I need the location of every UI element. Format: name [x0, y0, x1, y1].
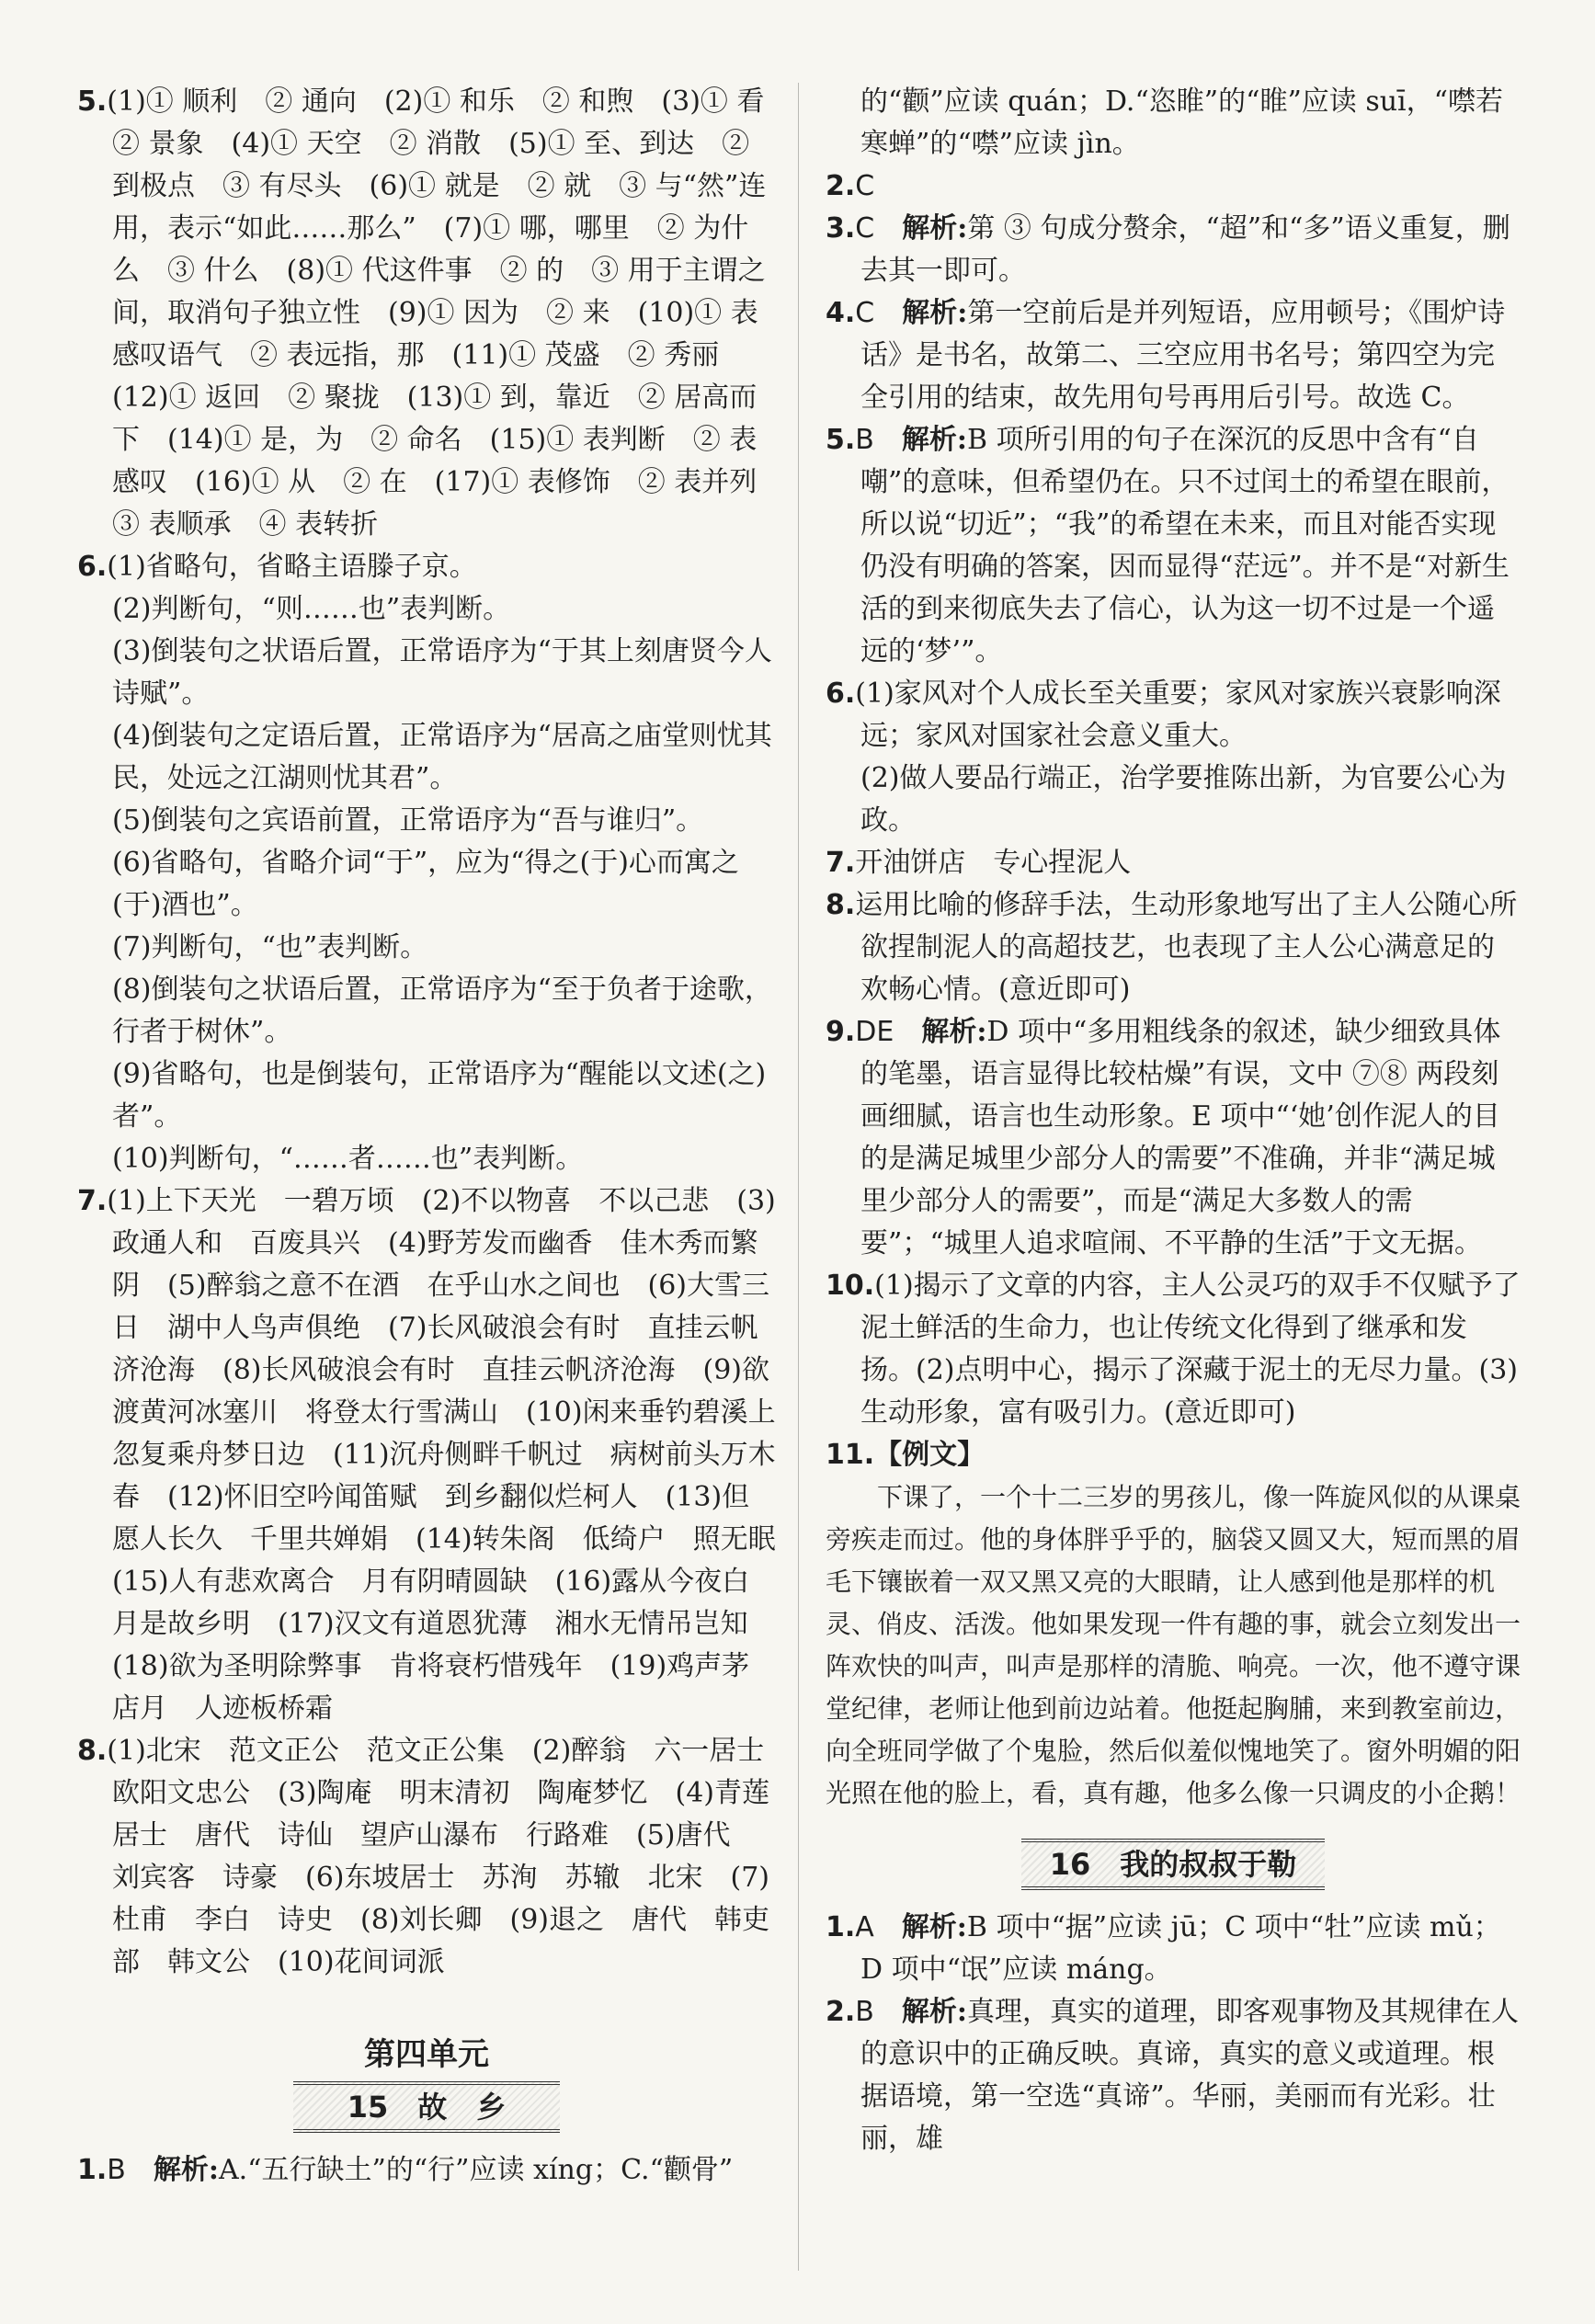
answer-number: 5. — [77, 85, 108, 118]
answer-item — [826, 1265, 1521, 1434]
answer-text: 开油饼店 专心捏泥人 — [855, 847, 1132, 879]
answer-text: B 项所引用的句子在深沉的反思中含有“自嘲”的意味，但希望仍在。只不过闰土的希望在眼前，所以说“切近”；“我”的希望在未来，而且对能否实现仍没有明确的答案，因而显得“茫远”。并不是“对新生活的到来彻底失去了信心，认为这一切不过是一个遥远的‘梦’”。 — [860, 424, 1510, 667]
answer-item — [826, 1434, 1521, 1476]
analysis-label: 解析: — [921, 1016, 987, 1048]
answer-number: 7. — [77, 1185, 108, 1217]
analysis-label: 解析: — [901, 424, 967, 456]
answer-number: 2. — [826, 1996, 856, 2028]
right-column — [826, 81, 1521, 2160]
answer-item — [826, 673, 1521, 758]
answer-item — [826, 165, 1521, 208]
answer-text: 真理，真实的道理，即客观事物及其规律在人的意识中的正确反映。真谛，真实的意义或道理。根据语境，第一空选“真谛”。华丽，美丽而有光彩。壮丽，雄 — [860, 1996, 1519, 2155]
answer-number: 3. — [826, 212, 856, 245]
answer-item — [77, 1730, 792, 1984]
answer-item — [77, 1180, 803, 1730]
answer-text: D 项中“多用粗线条的叙述，缺少细致具体的笔墨，语言显得比较枯燥”有误，文中 ⑦⑧ 两段刻画细腻，语言也生动形象。E 项中“‘她’创作泥人的目的是满足城里少部分人的需要”不准确，并非“满足城里少部分人的需要”，而是“满足大多数人的需要”；“城里人追求喧闹、不平静的生活”于文无据。 — [860, 1016, 1501, 1259]
answer-text: (1)揭示了文章的内容，主人公灵巧的双手不仅赋予了泥土鲜活的生命力，也让传统文化得到了继承和发扬。(2)点明中心，揭示了深藏于泥土的无尽力量。(3)生动形象，富有吸引力。(意近即可) — [860, 1270, 1521, 1429]
answer-choice: C — [855, 170, 875, 202]
answer-number: 2. — [826, 170, 856, 202]
answer-number: 6. — [826, 678, 856, 710]
answer-number: 8. — [77, 1735, 108, 1767]
answer-number: 10. — [826, 1270, 875, 1302]
analysis-label: 解析: — [901, 1996, 967, 2028]
answer-number: 7. — [826, 847, 856, 879]
answer-text: 第 ③ 句成分赘余，“超”和“多”语义重复，删去其一即可。 — [860, 212, 1510, 287]
answer-number: 8. — [826, 889, 856, 921]
answer-item — [77, 546, 776, 588]
answer-text: (1)上下天光 一碧万顷 (2)不以物喜 不以己悲 (3)政通人和 百废具兴 (4)野芳发而幽香 佳木秀而繁阴 (5)醉翁之意不在酒 在乎山水之间也 (6)大雪三日 湖中人鸟声俱绝 (7)长风破浪会有时 直挂云帆济沧海 (8)长风破浪会有时 直挂云帆济沧海 (9)欲渡黄河冰塞川 将登太行雪满山 (10)闲来垂钓碧溪上 忽复乘舟梦日边 (11)沉舟侧畔千帆过 病树前头万木春 (12)怀旧空吟闻笛赋 到乡翻似烂柯人 (13)但愿人长久 千里共婵娟 (14)转朱阁 低绮户 照无眠 (15)人有悲欢离合 月有阴晴圆缺 (16)露从今夜白 月是故乡明 (17)汉文有道恩犹薄 湘水无情吊岂知 (18)欲为圣明除弊事 肯将衰朽惜残年 (19)鸡声茅店月 人迹板桥霜 — [107, 1185, 803, 1725]
lesson-title: 15 故 乡 — [293, 2081, 560, 2133]
answer-number: 1. — [77, 2154, 108, 2186]
answer-item — [826, 884, 1521, 1011]
unit-title: 第四单元 — [364, 2036, 489, 2073]
answer-text: (1)① 顺利 ② 通向 (2)① 和乐 ② 和煦 (3)① 看 ② 景象 (4)① 天空 ② 消散 (5)① 至、到达 ② 到极点 ③ 有尽头 (6)① 就是 ② 就 ③ 与“然”连用，表示“如此……那么” (7)① 哪，哪里 ② 为什么 ③ 什么 (8)① 代这件事 ② 的 ③ 用于主谓之间，取消句子独立性 (9)① 因为 ② 来 (10)① 表感叹语气 ② 表远指，那 (11)① 茂盛 ② 秀丽 (12)① 返回 ② 聚拢 (13)① 到，靠近 ② 居高而下 (14)① 是，为 ② 命名 (15)① 表判断 ② 表感叹 (16)① 从 ② 在 (17)① 表修饰 ② 表并列 ③ 表顺承 ④ 表转折 — [107, 85, 792, 541]
answer-item — [77, 81, 792, 546]
answer-subitem: (4)倒装句之定语后置，正常语序为“居高之庙堂则忧其民，处远之江湖则忧其君”。 — [112, 720, 772, 794]
answer-subitem: (9)省略句，也是倒装句，正常语序为“醒能以文述(之)者”。 — [112, 1058, 767, 1133]
answer-choice: A — [855, 1911, 874, 1943]
answer-subitem: (2)做人要品行端正，治学要推陈出新，为官要公心为政。 — [860, 762, 1507, 837]
answer-choice: B — [107, 2154, 126, 2186]
answer-choice: C — [855, 212, 875, 245]
answer-item — [826, 842, 1521, 884]
answer-subitem: (3)倒装句之状语后置，正常语序为“于其上刻唐贤今人诗赋”。 — [112, 635, 772, 710]
answer-number: 1. — [826, 1911, 856, 1943]
analysis-label: 解析: — [153, 2154, 219, 2186]
answer-item — [826, 1991, 1521, 2160]
answer-text: B 项中“据”应读 jū；C 项中“牡”应读 mǔ；D 项中“氓”应读 máng。 — [860, 1911, 1501, 1986]
answer-subitem: (8)倒装句之状语后置，正常语序为“至于负者于途歌，行者于树休”。 — [112, 974, 772, 1048]
answer-item — [826, 1907, 1521, 1991]
answer-subitem: (5)倒装句之宾语前置，正常语序为“吾与谁归”。 — [112, 804, 704, 837]
answer-choice: C — [855, 297, 875, 329]
answer-choice: DE — [855, 1016, 894, 1048]
answer-item — [826, 1011, 1521, 1265]
answer-text: 运用比喻的修辞手法，生动形象地写出了主人公随心所欲捏制泥人的高超技艺，也表现了主人公心满意足的欢畅心情。(意近即可) — [855, 889, 1518, 1006]
analysis-label: 【例文】 — [874, 1439, 985, 1471]
answer-item — [826, 419, 1521, 673]
answer-number: 11. — [826, 1439, 875, 1471]
answer-subitem: (2)判断句，“则……也”表判断。 — [112, 593, 511, 625]
column-divider — [798, 83, 799, 2271]
analysis-label: 解析: — [901, 1911, 967, 1943]
answer-item — [826, 208, 1521, 292]
left-column — [77, 81, 803, 2192]
answer-subitem: (10)判断句，“……者……也”表判断。 — [112, 1143, 584, 1175]
answer-text: A.“五行缺土”的“行”应读 xíng；C.“颧骨” — [218, 2154, 734, 2186]
lesson-title: 16 我的叔叔于勒 — [1021, 1839, 1325, 1890]
answer-item — [77, 2149, 776, 2192]
analysis-label: 解析: — [902, 212, 968, 245]
answer-text: (1)家风对个人成长至关重要；家风对家族兴衰影响深远；家风对国家社会意义重大。 — [855, 678, 1501, 752]
answer-number: 4. — [826, 297, 856, 329]
answer-text: (1)省略句，省略主语滕子京。 — [107, 551, 477, 583]
answer-number: 9. — [826, 1016, 856, 1048]
answer-subitem: (6)省略句，省略介词“于”，应为“得之(于)心而寓之(于)酒也”。 — [112, 847, 739, 921]
answer-choice: B — [855, 424, 874, 456]
answer-text: (1)北宋 范文正公 范文正公集 (2)醉翁 六一居士 欧阳文忠公 (3)陶庵 明末清初 陶庵梦忆 (4)青莲居士 唐代 诗仙 望庐山瀑布 行路难 (5)唐代 刘宾客 诗豪 (6)东坡居士 苏洵 苏辙 北宋 (7)杜甫 李白 诗史 (8)刘长卿 (9)退之 唐代 韩吏部 韩文公 (10)花间词派 — [107, 1735, 792, 1978]
example-essay: 下课了，一个十二三岁的男孩儿，像一阵旋风似的从课桌旁疾走而过。他的身体胖乎乎的，脑袋又圆又大，短而黑的眉毛下镶嵌着一双又黑又亮的大眼睛，让人感到他是那样的机灵、俏皮、活泼。他如果发现一件有趣的事，就会立刻发出一阵欢快的叫声，叫声是那样的清脆、响亮。一次，他不遵守课堂纪律，老师让他到前边站着。他挺起胸脯，来到教室前边，向全班同学做了个鬼脸，然后似羞似愧地笑了。窗外明媚的阳光照在他的脸上，看，真有趣，他多么像一只调皮的小企鹅！ — [826, 1482, 1521, 1808]
answer-subitem: (7)判断句，“也”表判断。 — [112, 931, 428, 963]
answer-text: 第一空前后是并列短语，应用顿号；《围炉诗话》是书名，故第二、三空应用书名号；第四空为完全引用的结束，故先用句号再用后引号。故选 C。 — [860, 297, 1506, 414]
answer-continuation: 的“颧”应读 quán；D.“恣睢”的“睢”应读 suī，“噤若寒蝉”的“噤”应读 jìn。 — [860, 85, 1503, 160]
analysis-label: 解析: — [902, 297, 968, 329]
answer-number: 6. — [77, 551, 108, 583]
answer-number: 5. — [826, 424, 856, 456]
answer-choice: B — [855, 1996, 874, 2028]
answer-item — [826, 292, 1521, 419]
